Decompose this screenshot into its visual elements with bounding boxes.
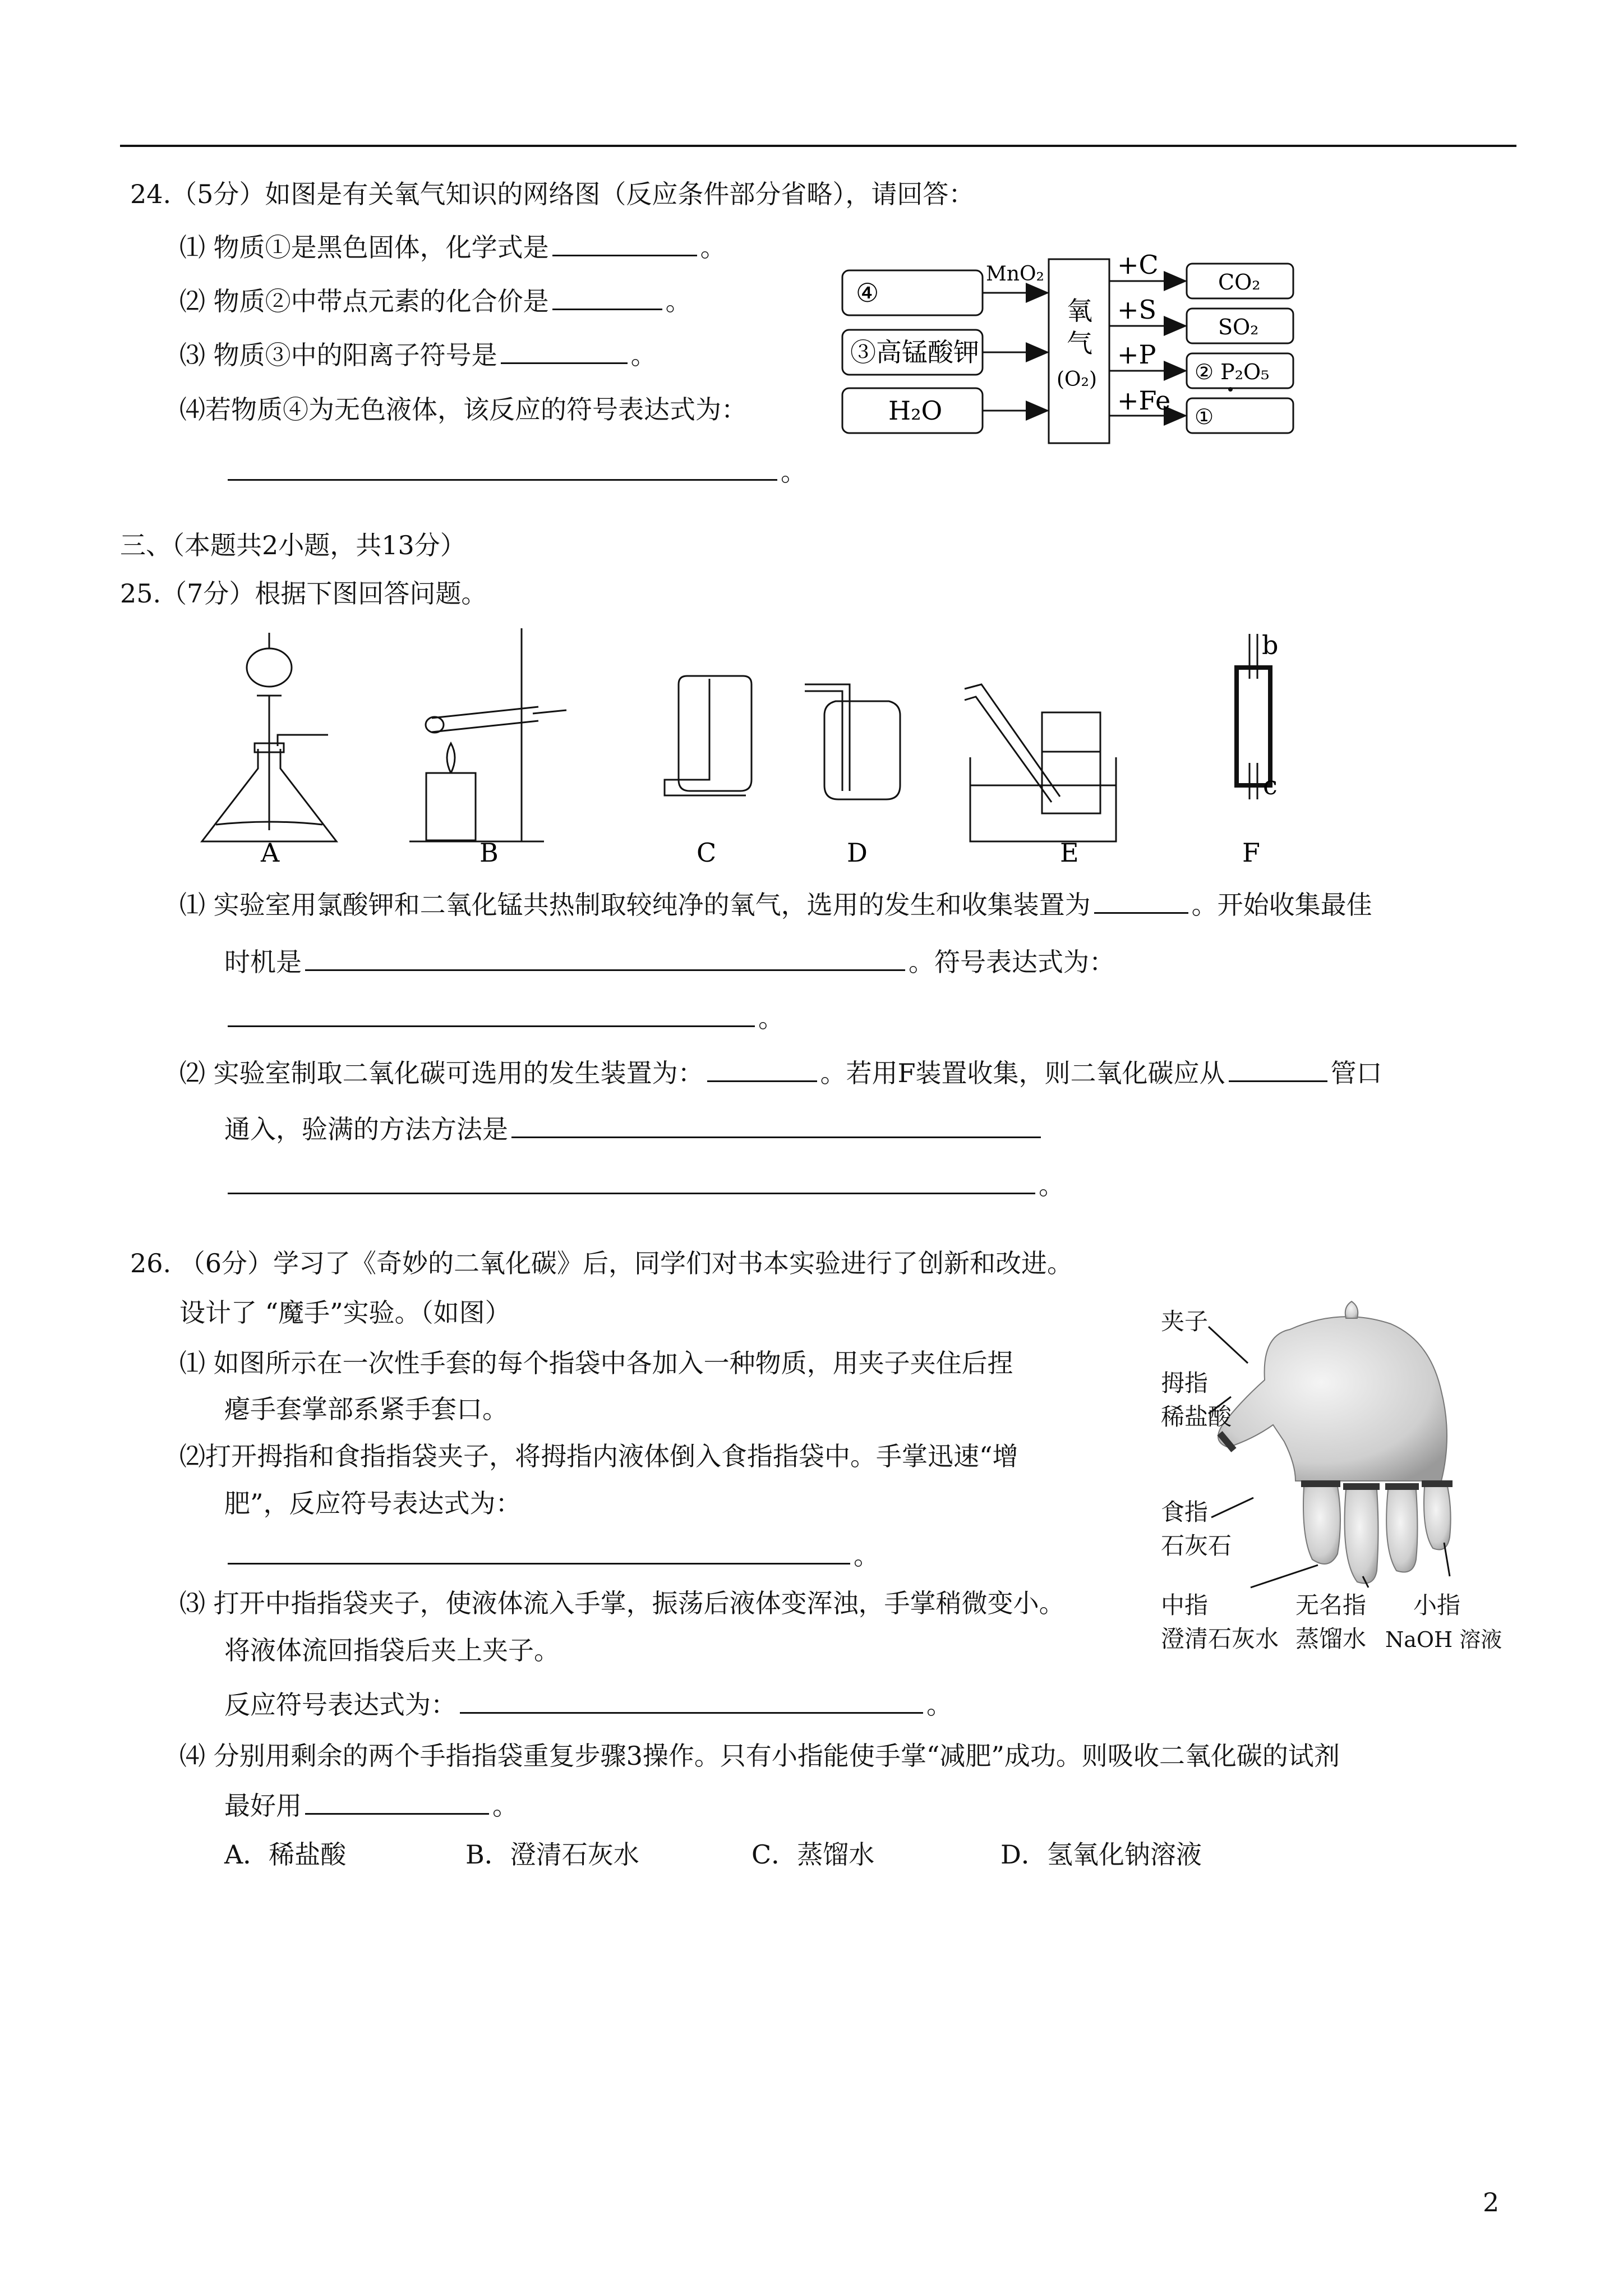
q26-part1-line2: 瘪手套掌部系紧手套口。	[224, 1394, 508, 1424]
q25-part1-line3: 。	[224, 1001, 784, 1035]
section3-heading: 三、（本题共2小题，共13分）	[120, 530, 466, 560]
q24-part1-blank[interactable]	[552, 230, 697, 256]
glove-label-thumb: 拇指	[1161, 1369, 1209, 1397]
q26-option-d[interactable]: D．氢氧化钠溶液	[1000, 1839, 1202, 1870]
apparatus-a	[202, 633, 336, 841]
q26-title: 26. （6分）学习了《奇妙的二氧化碳》后，同学们对书本实验进行了创新和改进。	[130, 1248, 1073, 1278]
glove-label-little: 小指	[1413, 1591, 1461, 1619]
label-plus-p: +P	[1117, 339, 1156, 370]
q26-part2-blank[interactable]	[228, 1538, 850, 1565]
apparatus-b	[409, 628, 566, 841]
label-port-b: b	[1262, 630, 1279, 660]
q26-part3-line3: 反应符号表达式为： 。	[224, 1687, 952, 1722]
glove-ring-finger	[1386, 1489, 1417, 1572]
q26-design: 设计了 “魔手”实验。（如图）	[179, 1297, 511, 1328]
label-port-c: c	[1263, 770, 1278, 800]
q26-part4-line2: 最好用 。	[224, 1788, 518, 1823]
glove-index-finger	[1303, 1487, 1340, 1564]
glove-label-ring-reagent: 蒸馏水	[1295, 1625, 1367, 1653]
glove-label-thumb-reagent: 稀盐酸	[1161, 1403, 1232, 1430]
q26-part4-blank[interactable]	[305, 1788, 489, 1815]
q24-part2-blank[interactable]	[552, 284, 662, 310]
label-oxygen-2: 气	[1067, 328, 1092, 358]
label-substance-1: ①	[1195, 404, 1214, 429]
glove-label-little-reagent: NaOH 溶液	[1385, 1627, 1502, 1652]
label-c: C	[697, 838, 717, 868]
q26-part3-blank[interactable]	[460, 1687, 923, 1714]
dot-marker	[1228, 387, 1233, 392]
q25-part2-blank-d[interactable]	[228, 1168, 1035, 1194]
q25-part2-blank-b[interactable]	[1229, 1056, 1327, 1082]
q26-part3-line2: 将液体流回指袋后夹上夹子。	[224, 1635, 560, 1665]
q25-part1-blank-a[interactable]	[1094, 887, 1188, 914]
q24-part4: ⑷若物质④为无色液体，该反应的符号表达式为：	[179, 394, 747, 425]
q24-part3-text: ⑶ 物质③中的阳离子符号是	[179, 340, 497, 370]
q25-part2-line1: ⑵ 实验室制取二氧化碳可选用的发生装置为： 。若用F装置收集，则二氧化碳应从 管口	[179, 1056, 1382, 1090]
q24-part3-blank[interactable]	[501, 338, 628, 364]
header-rule	[120, 145, 1516, 147]
glove-label-clip: 夹子	[1161, 1308, 1209, 1335]
label-plus-c: +C	[1117, 250, 1159, 280]
glove-little-finger	[1424, 1484, 1451, 1550]
lab-apparatus-figure	[185, 617, 1318, 875]
label-substance-4: ④	[856, 278, 879, 308]
label-e: E	[1060, 838, 1079, 868]
label-oxygen-1: 氧	[1067, 296, 1092, 326]
q26-part3-line1: ⑶ 打开中指指袋夹子，使液体流入手掌，振荡后液体变浑浊，手掌稍微变小。	[179, 1588, 1065, 1618]
apparatus-e	[965, 684, 1116, 841]
glove-knot	[1345, 1301, 1358, 1318]
q25-part2-blank-c[interactable]	[511, 1112, 1041, 1138]
glove-label-middle-reagent: 澄清石灰水	[1161, 1625, 1279, 1653]
q26-part4-line1: ⑷ 分别用剩余的两个手指指袋重复步骤3操作。只有小指能使手掌“减肥”成功。则吸收二氧化碳的试剂	[179, 1741, 1340, 1771]
apparatus-d	[805, 684, 900, 799]
q26-part2-line2: 肥”，反应符号表达式为：	[224, 1488, 522, 1519]
q26-option-a[interactable]: A．稀盐酸	[224, 1839, 347, 1870]
q25-title: 25.（7分）根据下图回答问题。	[120, 578, 487, 609]
q24-part4-answer: 。	[224, 454, 806, 489]
q24-part1: ⑴ 物质①是黑色固体，化学式是 。	[179, 230, 726, 264]
q26-part2-line1: ⑵打开拇指和食指指袋夹子，将拇指内液体倒入食指指袋中。手掌迅速“增	[179, 1441, 1018, 1471]
glove-label-middle: 中指	[1161, 1591, 1209, 1619]
q25-part2-blank-a[interactable]	[707, 1056, 817, 1082]
label-a: A	[261, 838, 280, 868]
label-plus-s: +S	[1117, 295, 1157, 325]
oxygen-network-diagram	[830, 247, 1324, 460]
q24-part2-text: ⑵ 物质②中带点元素的化合价是	[179, 286, 549, 316]
glove-label-index-reagent: 石灰石	[1161, 1532, 1232, 1559]
label-d: D	[847, 838, 868, 868]
q24-part3: ⑶ 物质③中的阳离子符号是 。	[179, 338, 657, 372]
magic-glove-figure	[1150, 1296, 1520, 1677]
label-mno2: MnO₂	[986, 263, 1044, 286]
glove-palm	[1218, 1317, 1447, 1481]
label-p2o5: ② P₂O₅	[1195, 360, 1270, 384]
label-b: B	[479, 838, 499, 868]
label-co2: CO₂	[1218, 270, 1261, 295]
page-number: 2	[1483, 2187, 1500, 2217]
label-so2: SO₂	[1218, 315, 1259, 339]
q26-part2-line3: 。	[224, 1538, 879, 1572]
label-h2o: H₂O	[888, 395, 943, 426]
label-oxygen-3: (O₂)	[1057, 368, 1098, 391]
q25-part2-line3: 。	[224, 1168, 1064, 1202]
q24-part2: ⑵ 物质②中带点元素的化合价是 。	[179, 284, 691, 318]
q25-part2-line2: 通入，验满的方法方法是	[224, 1112, 1044, 1146]
q25-part1-blank-b[interactable]	[305, 945, 905, 971]
q25-part1-line1: ⑴ 实验室用氯酸钾和二氧化锰共热制取较纯净的氧气，选用的发生和收集装置为 。开始收集最佳	[179, 887, 1372, 922]
q24-title: 24.（5分）如图是有关氧气知识的网络图（反应条件部分省略），请回答：	[130, 179, 975, 209]
label-f: F	[1242, 838, 1260, 868]
q26-option-c[interactable]: C．蒸馏水	[751, 1839, 875, 1870]
q24-part4-blank[interactable]	[228, 454, 777, 481]
q25-part1-blank-c[interactable]	[228, 1001, 755, 1027]
label-kmno4: ③高锰酸钾	[850, 337, 979, 367]
q25-part1-line2: 时机是 。符号表达式为：	[224, 945, 1115, 979]
label-plus-fe: +Fe	[1117, 385, 1171, 416]
glove-middle-finger	[1345, 1489, 1378, 1584]
q26-option-b[interactable]: B．澄清石灰水	[465, 1839, 639, 1870]
glove-label-ring: 无名指	[1295, 1591, 1367, 1619]
q24-part1-text: ⑴ 物质①是黑色固体，化学式是	[179, 232, 549, 263]
apparatus-c	[665, 676, 751, 795]
glove-label-index: 食指	[1161, 1498, 1209, 1526]
q26-part1-line1: ⑴ 如图所示在一次性手套的每个指袋中各加入一种物质，用夹子夹住后捏	[179, 1348, 1013, 1378]
